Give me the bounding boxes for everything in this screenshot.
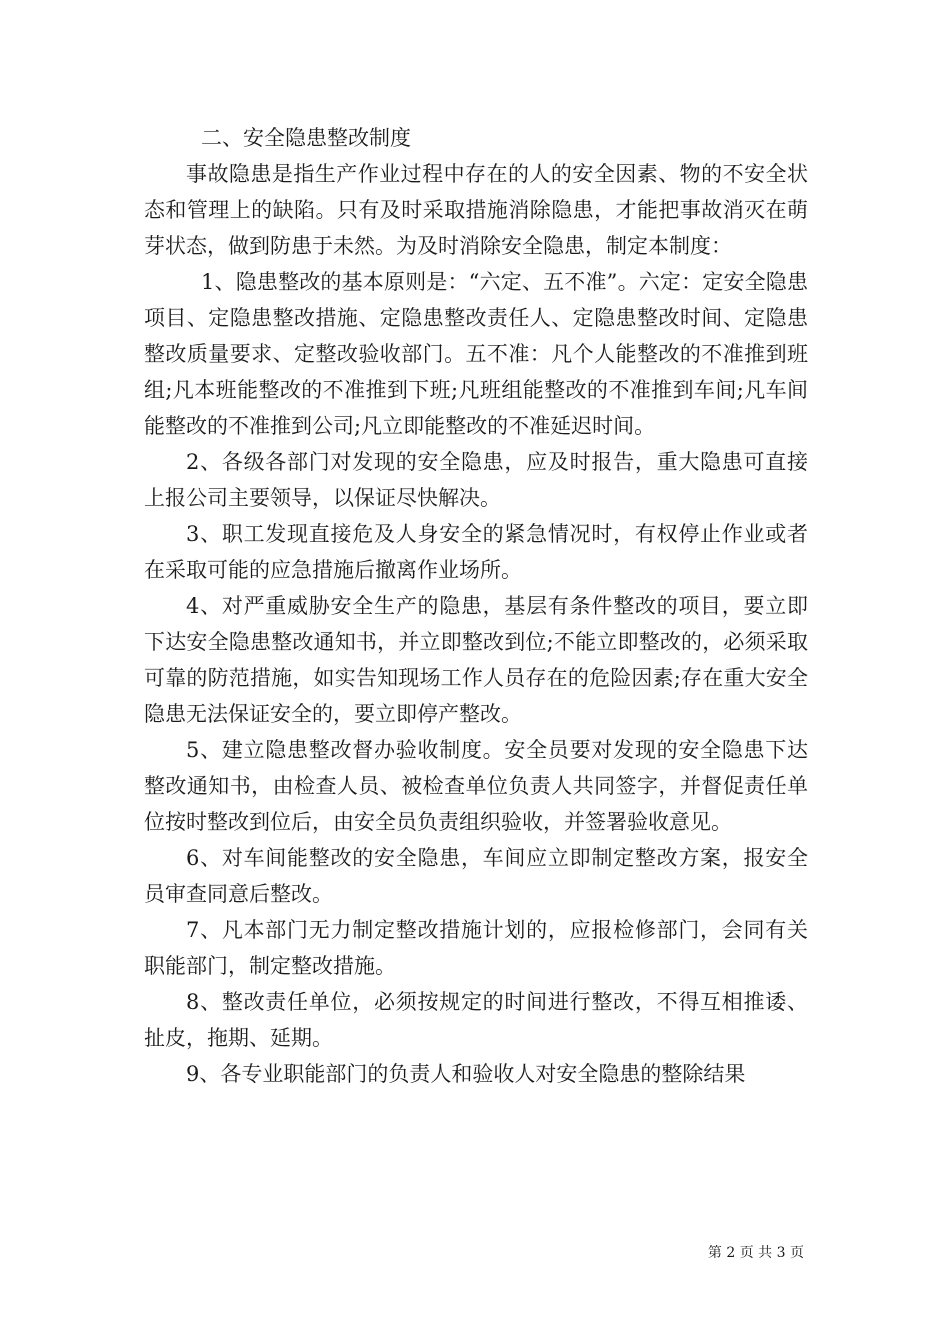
paragraph-item-9: 9、各专业职能部门的负责人和验收人对安全隐患的整除结果 <box>186 1062 746 1086</box>
paragraph-item-8: 8、整改责任单位，必须按规定的时间进行整改，不得互相推诿、扯皮，拖期、延期。 <box>144 990 808 1050</box>
paragraph-item-5: 5、建立隐患整改督办验收制度。安全员要对发现的安全隐患下达整改通知书，由检查人员、被检查单位负责人共同签字，并督促责任单位按时整改到位后，由安全员负责组织验收，并签署验收意见。 <box>144 738 808 834</box>
paragraph-item-1: 1、隐患整改的基本原则是：“六定、五不准”。六定：定安全隐患项目、定隐患整改措施、定隐患整改责任人、定隐患整改时间、定隐患整改质量要求、定整改验收部门。五不准：凡个人能整改的不准推到班组;凡本班能整改的不准推到下班;凡班组能整改的不准推到车间;凡车间能整改的不准推到公司;凡立即能整改的不准延迟时间。 <box>144 270 808 438</box>
page-number: 第 2 页 共 3 页 <box>707 1245 804 1261</box>
paragraph-item-7: 7、凡本部门无力制定整改措施计划的，应报检修部门，会同有关职能部门，制定整改措施。 <box>144 918 808 978</box>
paragraph-item-4: 4、对严重威胁安全生产的隐患，基层有条件整改的项目，要立即下达安全隐患整改通知书，并立即整改到位;不能立即整改的，必须采取可靠的防范措施，如实告知现场工作人员存在的危险因素;存在重大安全隐患无法保证安全的，要立即停产整改。 <box>144 594 808 726</box>
paragraph-item-6: 6、对车间能整改的安全隐患，车间应立即制定整改方案，报安全员审查同意后整改。 <box>144 846 808 906</box>
paragraph-item-3: 3、职工发现直接危及人身安全的紧急情况时，有权停止作业或者在采取可能的应急措施后撤离作业场所。 <box>144 522 808 582</box>
section-heading: 二、安全隐患整改制度 <box>201 126 411 150</box>
document-body <box>144 120 808 1092</box>
paragraph-intro: 事故隐患是指生产作业过程中存在的人的安全因素、物的不安全状态和管理上的缺陷。只有及时采取措施消除隐患，才能把事故消灭在萌芽状态，做到防患于未然。为及时消除安全隐患，制定本制度： <box>144 162 808 258</box>
paragraph-item-2: 2、各级各部门对发现的安全隐患，应及时报告，重大隐患可直接上报公司主要领导，以保证尽快解决。 <box>144 450 808 510</box>
